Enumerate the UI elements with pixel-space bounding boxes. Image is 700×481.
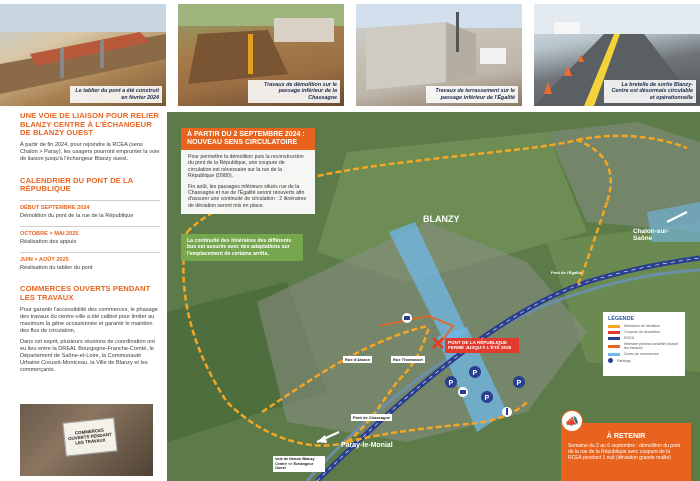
legend-label: Parkings bbox=[617, 358, 631, 363]
map-area bbox=[167, 112, 700, 481]
retenir-box bbox=[561, 423, 691, 481]
timeline-item bbox=[20, 200, 160, 226]
legend-label: Zones de commerces bbox=[624, 352, 659, 356]
pont-republique-label: PONT DE LA RÉPUBLIQUE FERMÉ JUSQU'À L'ÉTÉ 2025 bbox=[445, 338, 519, 353]
legend-label: RCEA bbox=[624, 336, 634, 340]
commerces-text-1: Pour garantir l'accessibilité des commerces, le phasage des travaux du centre-ville a été calibré pour limiter au maximum la gêne occasionnée et garantir le maintien des flux de circulation. bbox=[20, 306, 158, 334]
bus-continuity-note: La continuité des itinéraires des différents bus est assurée avec des adaptations sur l'emplacement de certains arrêts. bbox=[181, 234, 303, 261]
timeline-date: JUIN > AOÛT 2025 bbox=[20, 256, 69, 263]
townhall-icon bbox=[402, 313, 412, 323]
rue-thomasset-label: Rue Thomasset bbox=[393, 357, 423, 362]
circulation-info-text-2: Fin août, les passages inférieurs situés rue de la Chassagne et rue de l'Égalité seront réouverts afin d'assurer une continuité de circulation : 2 itinéraires de déviation seront mis en place. bbox=[188, 183, 307, 209]
timeline-item bbox=[20, 252, 160, 278]
legend-item bbox=[608, 342, 680, 350]
svg-text:P: P bbox=[472, 370, 478, 377]
retenir-text: Semaine du 2 au 6 septembre : démolition du pont de la rue de la République avec coupure de la RCEA pendant 1 nuit (déviation grande maille) bbox=[568, 443, 681, 462]
svg-text:P: P bbox=[484, 395, 490, 402]
parking-icon bbox=[481, 391, 493, 403]
parking-icon bbox=[445, 376, 457, 388]
pont-egalite-label: Pont de l'Égalité bbox=[551, 270, 582, 275]
legend-item bbox=[608, 336, 680, 340]
circulation-info-title: À PARTIR DU 2 SEPTEMBRE 2024 : NOUVEAU SENS CIRCULATOIRE bbox=[181, 128, 315, 150]
legend-label: Itinéraires de déviation bbox=[624, 324, 661, 328]
svg-text:P: P bbox=[516, 380, 522, 387]
timeline-date: DÉBUT SEPTEMBRE 2024 bbox=[20, 204, 90, 211]
legend-label: Itinéraire piétons conseillé (durant les travaux) bbox=[624, 342, 678, 350]
photo-bridge-deck bbox=[0, 4, 166, 106]
megaphone-icon: 📣 bbox=[561, 410, 583, 432]
photo-exit-ramp bbox=[534, 4, 700, 106]
voie-liaison-label: Voie de liaison Blanzy Centre <> Échangeur Ouest bbox=[273, 456, 325, 472]
photo-caption: Travaux de terrassement sur le passage inférieur de l'Égalité bbox=[426, 86, 518, 103]
parking-icon bbox=[513, 376, 525, 388]
shop-sign: COMMERCES OUVERTS PENDANT LES TRAVAUX bbox=[62, 417, 117, 456]
timeline-item bbox=[20, 226, 160, 252]
legend-item bbox=[608, 324, 680, 328]
building-icon bbox=[458, 387, 468, 397]
intro-text: À partir de fin 2024, pour rejoindre la RCEA (sens Chalon > Paray), les usagers pourront emprunter la voie de liaison jusqu'à l'échangeur Blanzy ouest. bbox=[20, 141, 160, 162]
legend-title: LÉGENDE bbox=[608, 316, 635, 322]
legend-item bbox=[608, 330, 680, 334]
legend-item bbox=[608, 352, 680, 356]
commerces-title: COMMERCES OUVERTS PENDANT LES TRAVAUX bbox=[20, 284, 151, 302]
commerces-text-2: Dans cet esprit, plusieurs réunions de coordination ont eu lieu entre la DREAL Bourgogne-Franche-Comté, le Département de Saône-et-Loire, la Communauté Urbaine Creusot-Montceau, la Ville de Blanzy et les commerçants. bbox=[20, 338, 155, 373]
timeline-date: OCTOBRE > MAI 2025 bbox=[20, 230, 79, 237]
retenir-title: À RETENIR bbox=[606, 431, 646, 440]
parking-icon bbox=[469, 366, 481, 378]
calendar-title: CALENDRIER DU PONT DE LA RÉPUBLIQUE bbox=[20, 175, 134, 194]
legend-swatch bbox=[608, 353, 620, 356]
legend-swatch bbox=[608, 345, 620, 348]
timeline-text: Démolition du pont de la rue de la République bbox=[20, 212, 134, 219]
rue-alsace-label: Rue d'Alsace bbox=[345, 357, 370, 362]
legend-swatch bbox=[608, 331, 620, 334]
circulation-info-text-1: Pour permettre la démolition puis la reconstruction du pont de la République, une coupure de circulation est nécessaire sur la rue de la République (D980). bbox=[188, 154, 304, 180]
left-column bbox=[20, 112, 160, 374]
map-legend bbox=[603, 312, 685, 376]
timeline-text: Réalisation du tablier du pont bbox=[20, 264, 93, 271]
photo-shops-open bbox=[20, 404, 153, 476]
town-label: BLANZY bbox=[423, 214, 460, 224]
chalon-label: Chalon-sur-Saône bbox=[633, 228, 669, 242]
legend-swatch bbox=[608, 358, 613, 363]
church-icon bbox=[502, 407, 512, 417]
svg-text:P: P bbox=[448, 380, 454, 387]
photo-caption: La bretelle de sortie Blanzy-Centre est désormais circulable et opérationnelle bbox=[604, 80, 696, 103]
photo-caption: Le tablier du pont a été construit en février 2024 bbox=[70, 86, 162, 103]
photo-earthworks-egalite bbox=[356, 4, 522, 106]
timeline-text: Réalisation des appuis bbox=[20, 238, 77, 245]
photo-caption: Travaux de démolition sur le passage inférieur de la Chassagne bbox=[248, 80, 340, 103]
intro-title: UNE VOIE DE LIAISON POUR RELIER BLANZY CENTRE À L'ÉCHANGEUR DE BLANZY OUEST bbox=[20, 111, 159, 138]
legend-label: Coupure de circulation bbox=[624, 330, 660, 334]
legend-item bbox=[608, 358, 680, 363]
photo-demolition-chassagne bbox=[178, 4, 344, 106]
pont-chassagne-label: Pont de Chassagne bbox=[353, 415, 391, 420]
legend-swatch bbox=[608, 325, 620, 328]
circulation-info-box bbox=[181, 128, 315, 214]
calendar-timeline bbox=[20, 200, 160, 277]
legend-swatch bbox=[608, 337, 620, 340]
paray-label: Paray-le-Monial bbox=[341, 442, 393, 449]
